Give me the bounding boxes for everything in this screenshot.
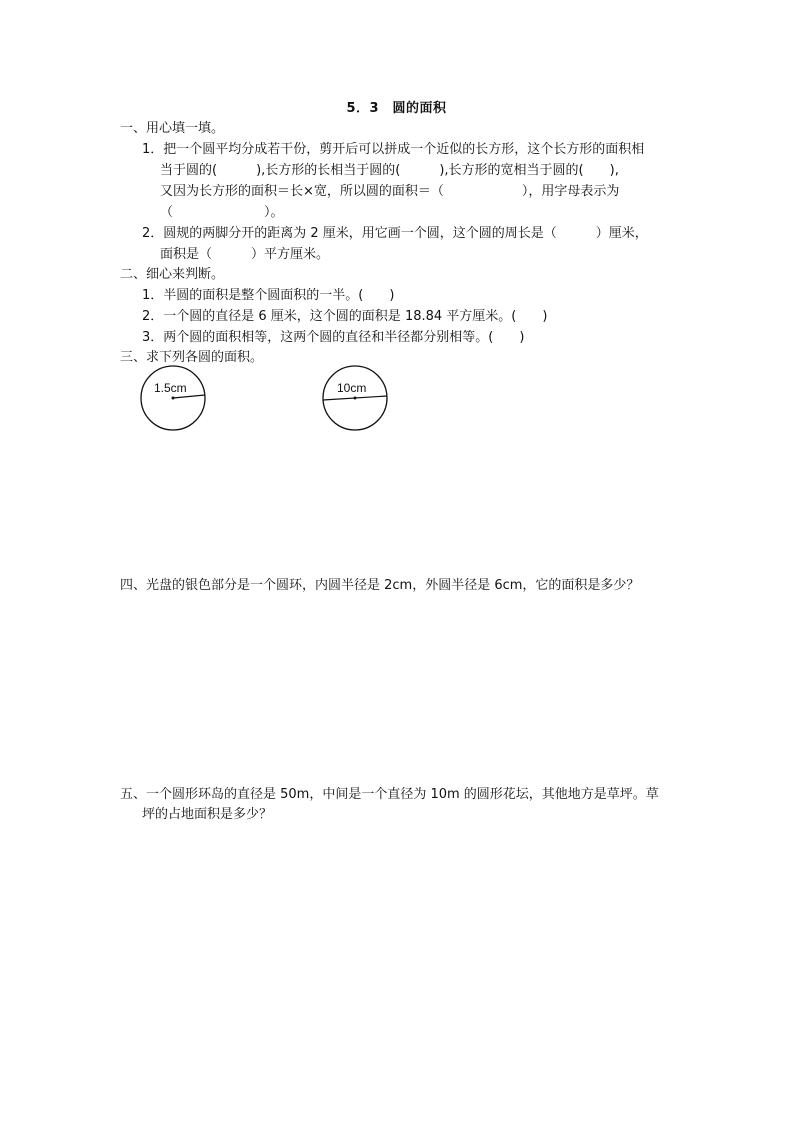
section5-line1: 五、一个圆形环岛的直径是 50m，中间是一个直径为 10m 的圆形花坛，其他地方是草坪。草 [120,787,659,802]
section1-heading: 一、用心填一填。 [120,121,225,136]
circle-radius-drawing [139,364,207,432]
judge-item-3: 3．两个圆的面积相等，这两个圆的直径和半径都分别相等。( ) [142,330,525,345]
judge-item-2: 2．一个圆的直径是 6 厘米，这个圆的面积是 18.84 平方厘米。( ) [142,309,548,324]
q2-line2: 面积是（ ）平方厘米。 [160,247,330,262]
circle-diameter-drawing [321,364,389,432]
q1-line4: （ ）。 [160,205,284,220]
q2-line1: 2．圆规的两脚分开的距离为 2 厘米，用它画一个圆，这个圆的周长是（ ）厘米， [142,226,648,241]
section3-heading: 三、求下列各圆的面积。 [120,350,264,365]
q1-line3: 又因为长方形的面积＝长×宽，所以圆的面积＝（ ），用字母表示为 [160,184,620,199]
section4-question: 四、光盘的银色部分是一个圆环，内圆半径是 2cm，外圆半径是 6cm，它的面积是多少？ [120,578,640,593]
section2-heading: 二、细心来判断。 [120,267,225,282]
circle-radius-figure [139,364,207,432]
circle-radius-label: 1.5cm [154,381,187,395]
circle-diameter-label: 10cm [337,381,367,395]
page-title: 5．3 圆的面积 [346,101,447,116]
circle-diameter-figure [321,364,389,432]
q1-line1: 1．把一个圆平均分成若干份，剪开后可以拼成一个近似的长方形，这个长方形的面积相 [142,142,645,157]
q1-line2: 当于圆的( ),长方形的长相当于圆的( ),长方形的宽相当于圆的( ), [160,163,619,178]
section5-line2: 坪的占地面积是多少？ [142,807,273,822]
judge-item-1: 1．半圆的面积是整个圆面积的一半。( ) [142,288,395,303]
